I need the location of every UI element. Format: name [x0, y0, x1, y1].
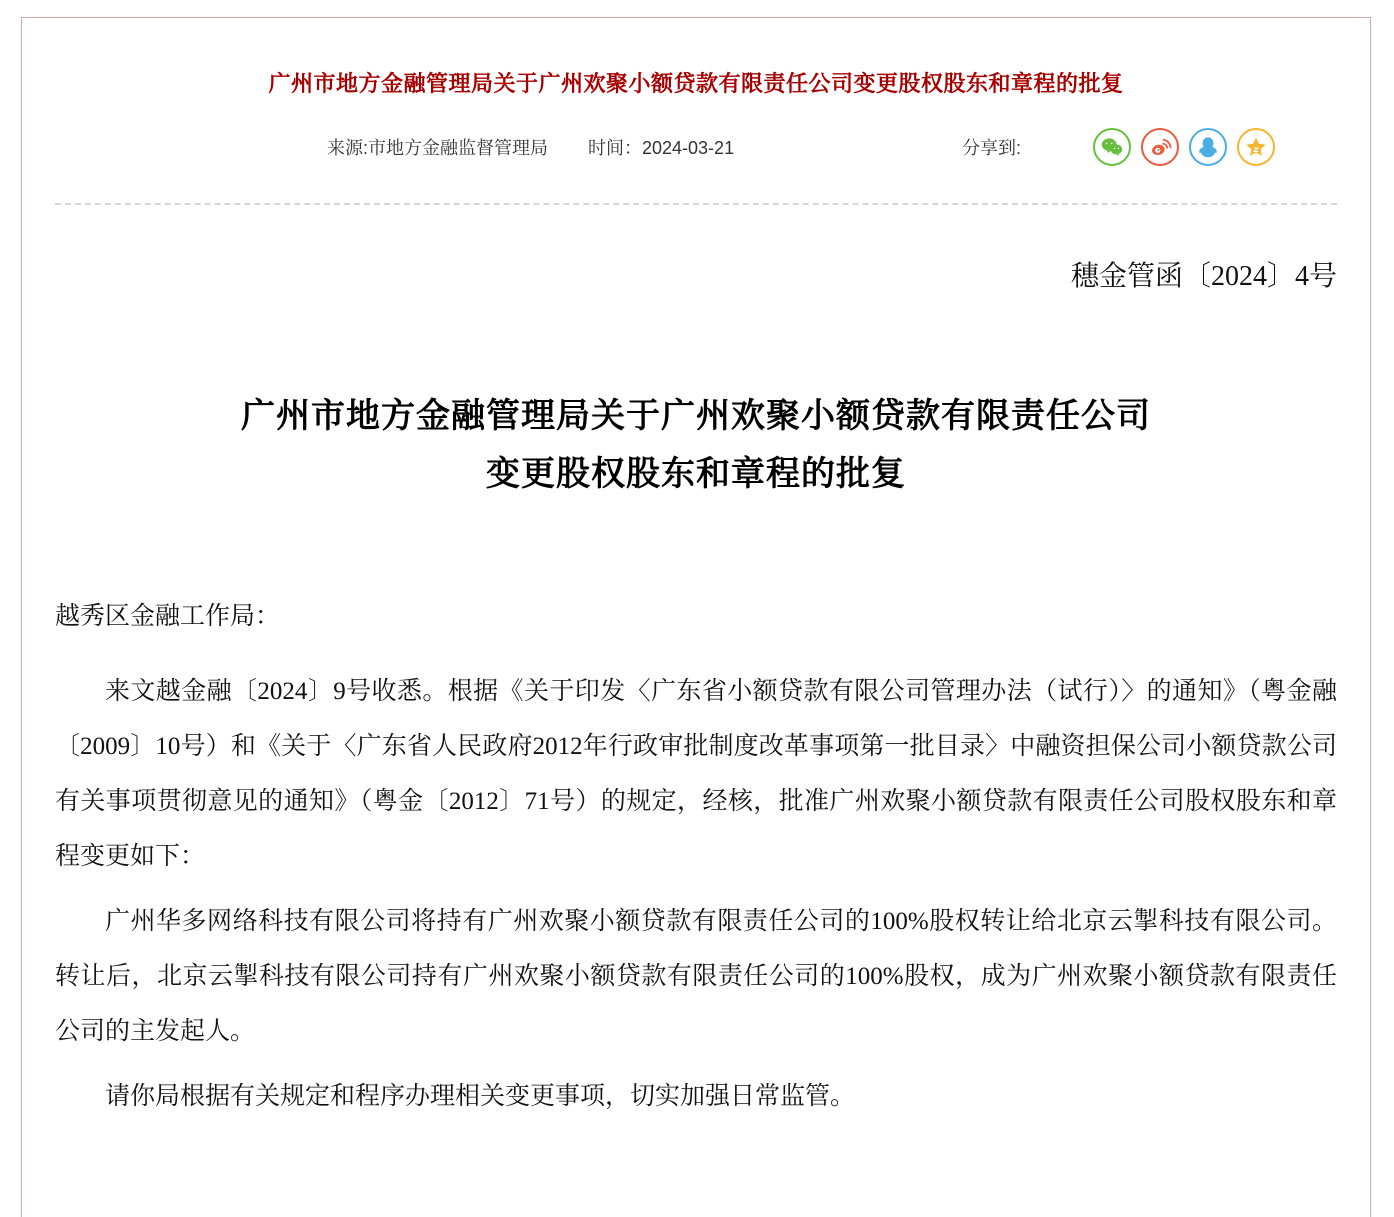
document-number: 穗金管函〔2024〕4号 [1070, 261, 1337, 292]
share-to-label: 分享到: [961, 138, 1021, 158]
time-value: 2024-03-21 [642, 138, 735, 158]
document-title [55, 387, 1337, 503]
weibo-share-icon[interactable] [1141, 128, 1179, 166]
document-body [55, 589, 1337, 1124]
header-divider [55, 203, 1337, 205]
body-paragraph: 来文越金融〔2024〕9号收悉。根据《关于印发〈广东省小额贷款有限公司管理办法（试行）〉的通知》（粤金融〔2009〕10号）和《关于〈广东省人民政府2012年行政审批制度改革事项第一批目录〉中融资担保公司小额贷款公司有关事项贯彻意见的通知》（粤金〔2012〕71号）的规定，经核，批准广州欢聚小额贷款有限责任公司股权股东和章程变更如下： [55, 678, 1337, 870]
document-title-line2: 变更股权股东和章程的批复 [486, 455, 906, 493]
qzone-share-icon[interactable] [1237, 128, 1275, 166]
content-frame [21, 17, 1371, 1217]
wechat-share-icon[interactable] [1093, 128, 1131, 166]
meta-row [55, 128, 1337, 166]
publish-time [588, 134, 734, 160]
share-icons [1093, 128, 1275, 166]
qq-share-icon[interactable] [1189, 128, 1227, 166]
body-paragraph: 广州华多网络科技有限公司将持有广州欢聚小额贷款有限责任公司的100%股权转让给北京云掣科技有限公司。转让后，北京云掣科技有限公司持有广州欢聚小额贷款有限责任公司的100%股权，成为广州欢聚小额贷款有限责任公司的主发起人。 [55, 908, 1337, 1045]
source-label: 来源:市地方金融监督管理局 [327, 138, 548, 158]
salutation: 越秀区金融工作局： [55, 603, 281, 630]
page-title: 广州市地方金融管理局关于广州欢聚小额贷款有限责任公司变更股权股东和章程的批复 [268, 71, 1124, 96]
time-label: 时间： [588, 138, 642, 158]
document-title-line1: 广州市地方金融管理局关于广州欢聚小额贷款有限责任公司 [241, 397, 1151, 435]
body-paragraph: 请你局根据有关规定和程序办理相关变更事项，切实加强日常监管。 [105, 1083, 856, 1110]
